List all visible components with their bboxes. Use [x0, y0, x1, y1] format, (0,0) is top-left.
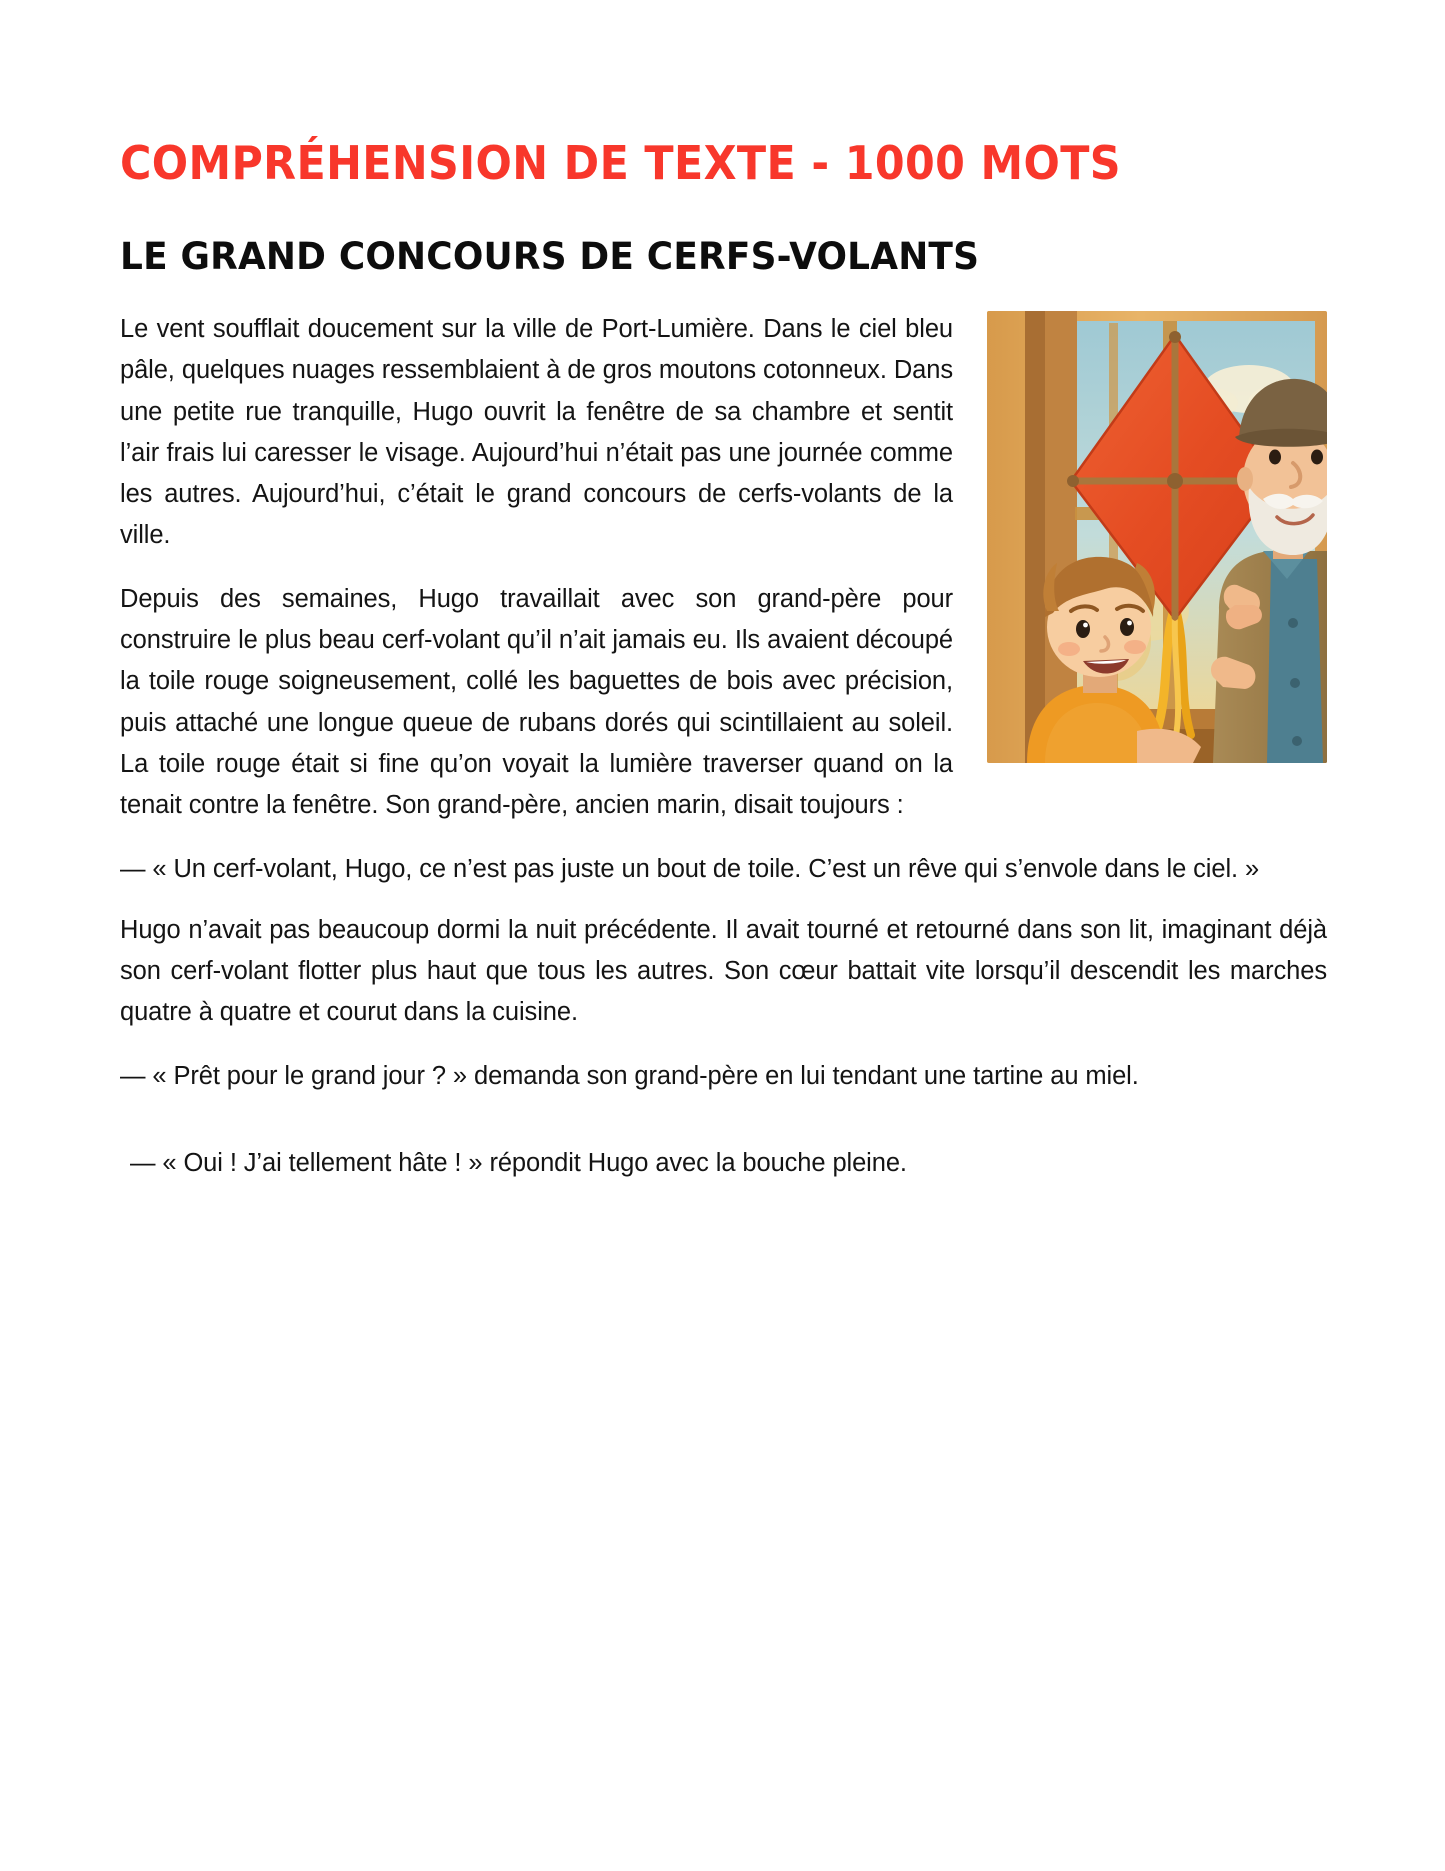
- dialogue-grandfather-ready: — « Prêt pour le grand jour ? » demanda son grand-père en lui tendant une tartine au miel.: [120, 1061, 1139, 1090]
- paragraph-sleepless-night: Hugo n’avait pas beaucoup dormi la nuit précédente. Il avait tourné et retourné dans son lit, imaginant déjà son cerf-volant flotter plus haut que tous les autres. Son cœur battait vite lorsqu’il descendit les marches quatre à quatre et courut dans la cuisine.: [120, 915, 1327, 1027]
- paragraph-intro: Le vent soufflait doucement sur la ville de Port-Lumière. Dans le ciel bleu pâle, quelques nuages ressemblaient à de gros moutons cotonneux. Dans une petite rue tranquille, Hugo ouvrit la fenêtre de sa chambre et sentit l’air frais lui caresser le visage. Aujourd’hui n’était pas une journée comme les autres. Aujourd’hui, c’était le grand concours de cerfs-volants de la ville.: [120, 315, 953, 550]
- page-title: COMPRÉHENSION DE TEXTE - 1000 MOTS: [120, 136, 1121, 190]
- dialogue-hugo-excited: — « Oui ! J’ai tellement hâte ! » répondit Hugo avec la bouche pleine.: [130, 1149, 907, 1178]
- dialogue-grandfather-dream: — « Un cerf-volant, Hugo, ce n’est pas juste un bout de toile. C’est un rêve qui s’envole dans le ciel. »: [120, 854, 1260, 883]
- article-body: [120, 309, 1327, 1206]
- section-title: LE GRAND CONCOURS DE CERFS-VOLANTS: [120, 235, 980, 278]
- illustration-artwork: [987, 311, 1327, 763]
- story-illustration: [987, 311, 1327, 763]
- paragraph-construction: Depuis des semaines, Hugo travaillait avec son grand-père pour construire le plus beau cerf-volant qu’il n’ait jamais eu. Ils avaient découpé la toile rouge soigneusement, collé les baguettes de bois avec précision, puis attaché une longue queue de rubans dorés qui scintillaient au soleil. La toile rouge était si fine qu’on voyait la lumière traverser quand on la tenait contre la fenêtre. Son grand-père, ancien marin, disait toujours :: [120, 584, 953, 820]
